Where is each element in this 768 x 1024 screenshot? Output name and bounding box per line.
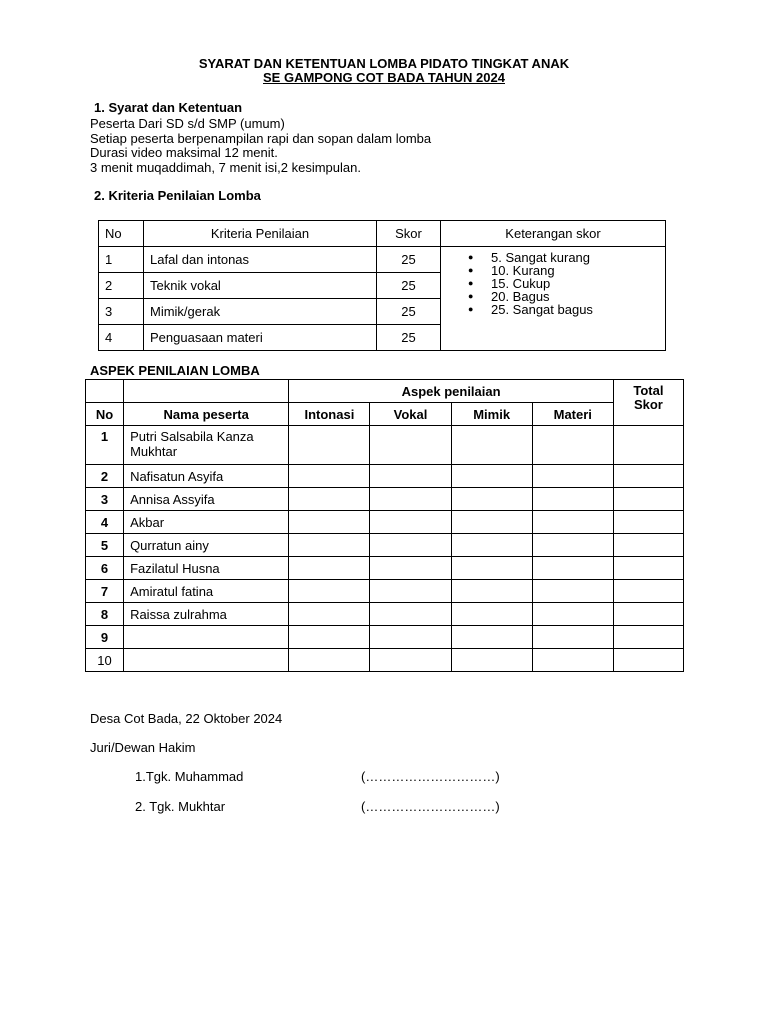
participant-no: 3 bbox=[86, 488, 124, 511]
participant-name: Fazilatul Husna bbox=[124, 557, 289, 580]
score-cell[interactable] bbox=[370, 488, 451, 511]
col-vokal: Vokal bbox=[370, 403, 451, 426]
score-legend-item: ● 25. Sangat bagus bbox=[491, 303, 665, 316]
document-title-line2: SE GAMPONG COT BADA TAHUN 2024 bbox=[263, 70, 505, 85]
participant-no: 5 bbox=[86, 534, 124, 557]
criteria-col-skor: Skor bbox=[377, 221, 441, 247]
participant-no: 10 bbox=[86, 649, 124, 672]
participant-row bbox=[86, 488, 684, 511]
score-legend-item: ● 5. Sangat kurang bbox=[491, 251, 665, 264]
participant-name-line2: Mukhtar bbox=[130, 444, 178, 459]
score-cell[interactable] bbox=[370, 465, 451, 488]
score-cell[interactable] bbox=[289, 426, 370, 465]
score-cell[interactable] bbox=[289, 649, 370, 672]
participant-row bbox=[86, 465, 684, 488]
participant-row bbox=[86, 557, 684, 580]
score-cell[interactable] bbox=[451, 488, 532, 511]
criteria-no: 3 bbox=[99, 299, 144, 325]
participant-name[interactable] bbox=[124, 649, 289, 672]
total-score-header bbox=[613, 380, 683, 426]
score-cell[interactable] bbox=[289, 534, 370, 557]
place-date: Desa Cot Bada, 22 Oktober 2024 bbox=[90, 711, 283, 726]
participant-name: Annisa Assyifa bbox=[124, 488, 289, 511]
score-cell[interactable] bbox=[532, 534, 613, 557]
header-blank-cell bbox=[86, 380, 124, 403]
score-cell[interactable] bbox=[451, 511, 532, 534]
score-cell[interactable] bbox=[532, 580, 613, 603]
participant-name: Amiratul fatina bbox=[124, 580, 289, 603]
participant-row bbox=[86, 626, 684, 649]
score-cell[interactable] bbox=[451, 626, 532, 649]
aspek-heading: ASPEK PENILAIAN LOMBA bbox=[90, 363, 260, 378]
participant-name bbox=[124, 426, 289, 465]
participant-name: Raissa zulrahma bbox=[124, 603, 289, 626]
total-cell[interactable] bbox=[613, 557, 683, 580]
score-cell[interactable] bbox=[451, 603, 532, 626]
criteria-name: Lafal dan intonas bbox=[144, 247, 377, 273]
signature-line: (…………………………) bbox=[361, 769, 500, 784]
score-cell[interactable] bbox=[532, 649, 613, 672]
score-cell[interactable] bbox=[451, 534, 532, 557]
score-cell[interactable] bbox=[451, 465, 532, 488]
requirement-line: Durasi video maksimal 12 menit. bbox=[90, 145, 278, 160]
criteria-row bbox=[99, 247, 666, 273]
score-cell[interactable] bbox=[370, 603, 451, 626]
score-cell[interactable] bbox=[370, 534, 451, 557]
participant-no: 7 bbox=[86, 580, 124, 603]
criteria-name: Teknik vokal bbox=[144, 273, 377, 299]
criteria-col-no: No bbox=[99, 221, 144, 247]
participant-row bbox=[86, 426, 684, 465]
participant-no: 9 bbox=[86, 626, 124, 649]
criteria-table bbox=[98, 220, 666, 351]
col-nama-peserta: Nama peserta bbox=[124, 403, 289, 426]
assessment-subheader-row bbox=[86, 403, 684, 426]
score-cell[interactable] bbox=[289, 580, 370, 603]
score-legend-list bbox=[441, 251, 665, 316]
score-cell[interactable] bbox=[289, 626, 370, 649]
criteria-no: 2 bbox=[99, 273, 144, 299]
participant-row bbox=[86, 534, 684, 557]
col-materi: Materi bbox=[532, 403, 613, 426]
score-cell[interactable] bbox=[532, 603, 613, 626]
score-cell[interactable] bbox=[451, 649, 532, 672]
score-legend-item: ● 20. Bagus bbox=[491, 290, 665, 303]
score-cell[interactable] bbox=[289, 557, 370, 580]
participant-row bbox=[86, 580, 684, 603]
score-cell[interactable] bbox=[370, 626, 451, 649]
criteria-no: 1 bbox=[99, 247, 144, 273]
col-intonasi: Intonasi bbox=[289, 403, 370, 426]
participant-name[interactable] bbox=[124, 626, 289, 649]
total-cell[interactable] bbox=[613, 426, 683, 465]
criteria-col-kriteria: Kriteria Penilaian bbox=[144, 221, 377, 247]
criteria-header-row bbox=[99, 221, 666, 247]
criteria-col-keterangan: Keterangan skor bbox=[441, 221, 666, 247]
total-cell[interactable] bbox=[613, 511, 683, 534]
section1-heading: 1. Syarat dan Ketentuan bbox=[94, 100, 243, 115]
score-cell[interactable] bbox=[451, 580, 532, 603]
criteria-name: Mimik/gerak bbox=[144, 299, 377, 325]
requirement-line: Peserta Dari SD s/d SMP (umum) bbox=[90, 116, 285, 131]
total-cell[interactable] bbox=[613, 534, 683, 557]
score-legend bbox=[441, 247, 666, 351]
criteria-score: 25 bbox=[377, 325, 441, 351]
col-no: No bbox=[86, 403, 124, 426]
score-cell[interactable] bbox=[451, 557, 532, 580]
total-score-line2: Skor bbox=[633, 397, 663, 412]
juri-name: 1.Tgk. Muhammad bbox=[135, 769, 244, 784]
score-cell[interactable] bbox=[532, 557, 613, 580]
participant-name-line1: Putri Salsabila Kanza bbox=[130, 429, 254, 444]
total-cell[interactable] bbox=[613, 580, 683, 603]
participant-no: 2 bbox=[86, 465, 124, 488]
section2-heading: 2. Kriteria Penilaian Lomba bbox=[94, 188, 261, 203]
total-cell[interactable] bbox=[613, 649, 683, 672]
participant-no: 4 bbox=[86, 511, 124, 534]
total-score-line1: Total bbox=[633, 383, 664, 398]
score-cell[interactable] bbox=[370, 426, 451, 465]
total-cell[interactable] bbox=[613, 488, 683, 511]
score-cell[interactable] bbox=[532, 511, 613, 534]
score-cell[interactable] bbox=[289, 603, 370, 626]
score-cell[interactable] bbox=[532, 488, 613, 511]
signature-line: (…………………………) bbox=[361, 799, 500, 814]
score-cell[interactable] bbox=[370, 580, 451, 603]
score-cell[interactable] bbox=[370, 557, 451, 580]
total-cell[interactable] bbox=[613, 465, 683, 488]
criteria-no: 4 bbox=[99, 325, 144, 351]
participant-row bbox=[86, 649, 684, 672]
assessment-table bbox=[85, 379, 684, 672]
score-legend-item: ● 10. Kurang bbox=[491, 264, 665, 277]
criteria-name: Penguasaan materi bbox=[144, 325, 377, 351]
assessment-header-row bbox=[86, 380, 684, 403]
participant-no: 1 bbox=[86, 426, 124, 465]
score-cell[interactable] bbox=[532, 426, 613, 465]
document-title-line1: SYARAT DAN KETENTUAN LOMBA PIDATO TINGKAT ANAK bbox=[198, 56, 570, 71]
criteria-score: 25 bbox=[377, 247, 441, 273]
score-cell[interactable] bbox=[289, 511, 370, 534]
participant-no: 8 bbox=[86, 603, 124, 626]
col-mimik: Mimik bbox=[451, 403, 532, 426]
total-cell[interactable] bbox=[613, 626, 683, 649]
criteria-score: 25 bbox=[377, 273, 441, 299]
score-cell[interactable] bbox=[370, 511, 451, 534]
requirement-line: 3 menit muqaddimah, 7 menit isi,2 kesimpulan. bbox=[90, 160, 361, 175]
participant-name: Nafisatun Asyifa bbox=[124, 465, 289, 488]
score-cell[interactable] bbox=[532, 626, 613, 649]
score-legend-item: ● 15. Cukup bbox=[491, 277, 665, 290]
participant-no: 6 bbox=[86, 557, 124, 580]
participant-name: Qurratun ainy bbox=[124, 534, 289, 557]
score-cell[interactable] bbox=[289, 488, 370, 511]
juri-label: Juri/Dewan Hakim bbox=[90, 740, 196, 755]
header-blank-cell bbox=[124, 380, 289, 403]
aspek-group-header: Aspek penilaian bbox=[289, 380, 614, 403]
score-cell[interactable] bbox=[451, 426, 532, 465]
criteria-score: 25 bbox=[377, 299, 441, 325]
participant-name: Akbar bbox=[124, 511, 289, 534]
score-cell[interactable] bbox=[532, 465, 613, 488]
juri-name: 2. Tgk. Mukhtar bbox=[135, 799, 226, 814]
participant-row bbox=[86, 603, 684, 626]
total-cell[interactable] bbox=[613, 603, 683, 626]
score-cell[interactable] bbox=[370, 649, 451, 672]
score-cell[interactable] bbox=[289, 465, 370, 488]
participant-row bbox=[86, 511, 684, 534]
requirement-line: Setiap peserta berpenampilan rapi dan sopan dalam lomba bbox=[90, 131, 432, 146]
